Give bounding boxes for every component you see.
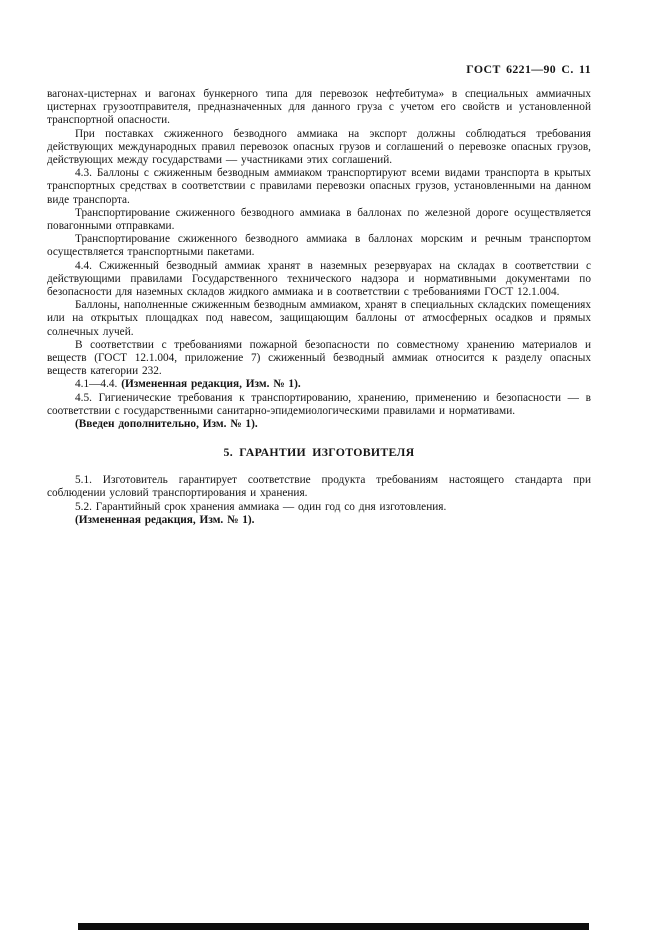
paragraph-clause-5-2 (47, 501, 591, 514)
paragraph-text: 4.5. Гигиенические требования к транспортированию, хранению, применению и безопасности — в соответствии с государственными санитарно-эпидемиологическими правилами и нормативами. (47, 391, 591, 417)
paragraph-clause-5-1 (47, 474, 591, 500)
paragraph-bold-text: (Измененная редакция, Изм. № 1). (75, 513, 255, 526)
paragraph-amendment-note (47, 418, 591, 431)
paragraph-bold-text: (Измененная редакция, Изм. № 1). (121, 378, 301, 391)
paragraph-text: 5.2. Гарантийный срок хранения аммиака — один год со дня изготовления. (75, 500, 447, 513)
document-body (47, 88, 591, 527)
paragraph (47, 128, 591, 168)
paragraph (47, 207, 591, 233)
paragraph (47, 339, 591, 379)
paragraph-clause-4-3 (47, 167, 591, 207)
paragraph-text: 4.4. Сжиженный безводный аммиак хранят в наземных резервуарах на складах в соответствии с действующими правилами Государственного технического надзора и нормативными документами по безопасности для наземных складов жидкого аммиака и в соответствии с требованиями ГОСТ 12.1.004. (47, 259, 591, 299)
paragraph-text: Баллоны, наполненные сжиженным безводным аммиаком, хранят в специальных складских помещениях или на открытых площадках под навесом, защищающим баллоны от атмосферных осадков и прямых солнечных лучей. (47, 299, 591, 338)
paragraph-text: Транспортирование сжиженного безводного аммиака в баллонах морским и речным транспортом осуществляется транспортными пакетами. (47, 233, 591, 259)
paragraph (47, 233, 591, 259)
paragraph-bold-text: (Введен дополнительно, Изм. № 1). (75, 418, 258, 431)
paragraph-clause-4-4 (47, 260, 591, 300)
paragraph-amendment-note (47, 514, 591, 527)
bottom-scan-artifact-bar (78, 923, 589, 930)
paragraph-text: 4.3. Баллоны с сжиженным безводным аммиаком транспортируют всеми видами транспорта в крытых транспортных средствах в соответствии с правилами перевозки опасных грузов, установленными на данном виде транспорта. (47, 167, 591, 206)
paragraph-amendment-note (47, 378, 591, 391)
page-header: ГОСТ 6221—90 С. 11 (466, 62, 591, 76)
paragraph-clause-4-5 (47, 392, 591, 418)
section-heading-guarantees: 5. ГАРАНТИИ ИЗГОТОВИТЕЛЯ (223, 445, 415, 460)
paragraph (47, 88, 591, 128)
paragraph-text: 5.1. Изготовитель гарантирует соответствие продукта требованиям настоящего стандарта при соблюдении условий транспортирования и хранения. (47, 474, 591, 500)
paragraph-text: В соответствии с требованиями пожарной безопасности по совместному хранению материалов и веществ (ГОСТ 12.1.004, приложение 7) сжиженный безводный аммиак относится к разделу опасных веществ категории 232. (47, 338, 591, 378)
paragraph-text: Транспортирование сжиженного безводного аммиака в баллонах по железной дороге осуществляется повагонными отправками. (47, 206, 591, 233)
paragraph-text: вагонах-цистернах и вагонах бункерного типа для перевозок нефтебитума» в специальных аммиачных цистернах грузоотправителя, предназначенных для данного груза с учетом его свойств и установленной транспортной опасности. (47, 88, 591, 127)
paragraph-text: 4.1—4.4. (75, 378, 122, 391)
paragraph (47, 299, 591, 339)
paragraph-text: При поставках сжиженного безводного аммиака на экспорт должны соблюдаться требования действующих международных правил перевозок опасных грузов и соглашений о перевозке опасных грузов, действующих между государствами — участниками этих соглашений. (47, 127, 591, 167)
